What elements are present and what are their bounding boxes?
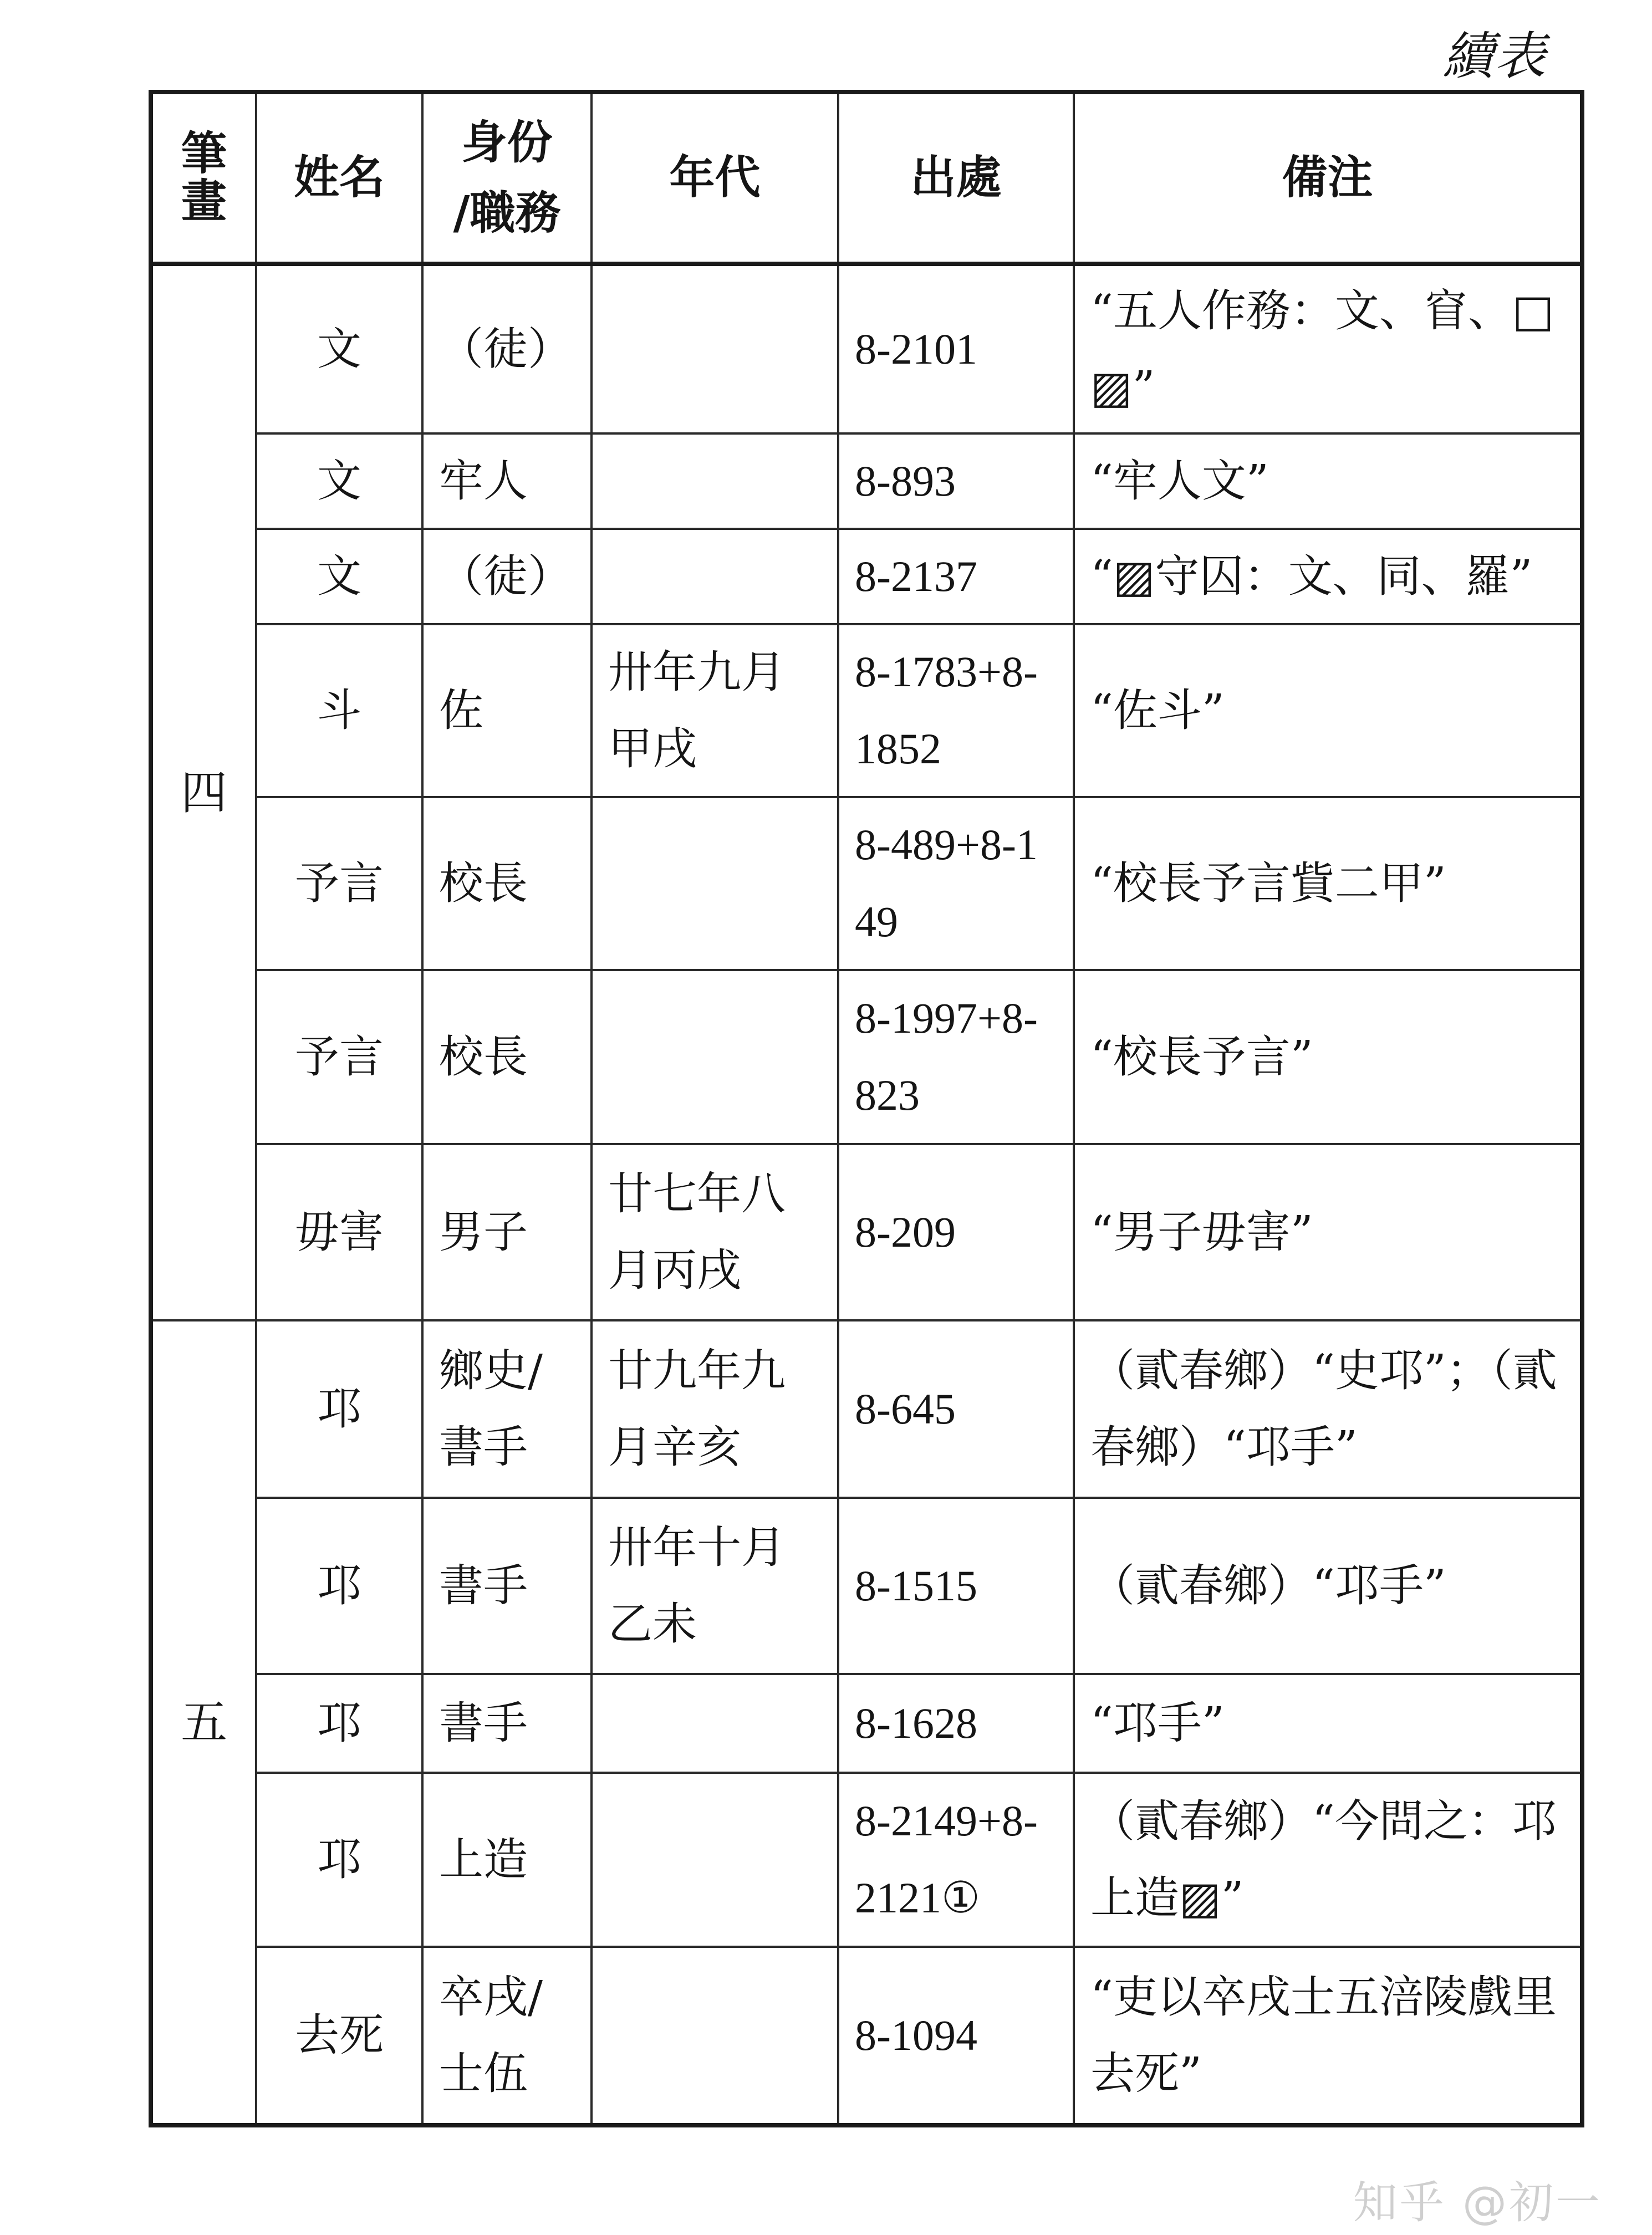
role-cell: 男子 xyxy=(422,1144,592,1320)
table-row xyxy=(151,264,1582,433)
source-cell: 8-1628 xyxy=(838,1674,1074,1773)
source-cell: 8-1094 xyxy=(838,1947,1074,2125)
source-cell: 8-1515 xyxy=(838,1498,1074,1674)
header-date: 年代 xyxy=(592,92,838,264)
role-cell: 校長 xyxy=(422,797,592,970)
name-cell: 去死 xyxy=(256,1947,422,2125)
date-cell xyxy=(592,1947,838,2125)
name-cell: 予言 xyxy=(256,970,422,1144)
table-row xyxy=(151,1674,1582,1773)
role-cell: 牢人 xyxy=(422,433,592,529)
name-cell: 斗 xyxy=(256,624,422,797)
note-cell: “校長予言貲二甲” xyxy=(1074,797,1582,970)
role-cell: 卒戌/士伍 xyxy=(422,1947,592,2125)
source-cell: 8-893 xyxy=(838,433,1074,529)
date-cell xyxy=(592,970,838,1144)
table-body xyxy=(151,264,1582,2125)
table-row xyxy=(151,1498,1582,1674)
source-cell: 8-2137 xyxy=(838,529,1074,624)
date-cell xyxy=(592,264,838,433)
header-source: 出處 xyxy=(838,92,1074,264)
note-cell: “佐斗” xyxy=(1074,624,1582,797)
name-cell: 予言 xyxy=(256,797,422,970)
table-row xyxy=(151,1773,1582,1947)
note-cell: “邛手” xyxy=(1074,1674,1582,1773)
table-row xyxy=(151,1320,1582,1498)
source-cell: 8-645 xyxy=(838,1320,1074,1498)
date-cell xyxy=(592,1674,838,1773)
date-cell xyxy=(592,433,838,529)
note-cell: （貳春鄉）“史邛”；（貳春鄉）“邛手” xyxy=(1074,1320,1582,1498)
note-cell: “牢人文” xyxy=(1074,433,1582,529)
header-note: 備注 xyxy=(1074,92,1582,264)
note-cell: （貳春鄉）“今問之：邛上造▨” xyxy=(1074,1773,1582,1947)
name-cell: 毋害 xyxy=(256,1144,422,1320)
stroke-count-cell: 五 xyxy=(151,1320,256,2125)
header-name: 姓名 xyxy=(256,92,422,264)
name-cell: 邛 xyxy=(256,1773,422,1947)
date-cell: 卅年十月乙未 xyxy=(592,1498,838,1674)
header-role-line-2: /職務 xyxy=(453,187,561,239)
note-cell: “校長予言” xyxy=(1074,970,1582,1144)
table-row xyxy=(151,433,1582,529)
table-header xyxy=(151,92,1582,264)
name-cell: 邛 xyxy=(256,1674,422,1773)
role-cell: （徒） xyxy=(422,264,592,433)
person-record-table xyxy=(149,90,1584,2127)
note-cell: “▨守囚：文、同、羅” xyxy=(1074,529,1582,624)
role-cell: 佐 xyxy=(422,624,592,797)
role-cell: 書手 xyxy=(422,1674,592,1773)
date-cell: 卅年九月甲戌 xyxy=(592,624,838,797)
date-cell: 廿九年九月辛亥 xyxy=(592,1320,838,1498)
table-row xyxy=(151,1947,1582,2125)
table-row xyxy=(151,529,1582,624)
name-cell: 文 xyxy=(256,529,422,624)
source-cell: 8-489+8-149 xyxy=(838,797,1074,970)
role-cell: 書手 xyxy=(422,1498,592,1674)
name-cell: 文 xyxy=(256,264,422,433)
continued-table-label: 續表 xyxy=(1442,27,1547,86)
source-cell: 8-2149+8-2121① xyxy=(838,1773,1074,1947)
date-cell xyxy=(592,529,838,624)
role-cell: （徒） xyxy=(422,529,592,624)
table-row xyxy=(151,970,1582,1144)
stroke-count-cell: 四 xyxy=(151,264,256,1320)
note-cell: “吏以卒戌士五涪陵戲里去死” xyxy=(1074,1947,1582,2125)
header-stroke-line-2: 畫 xyxy=(181,175,227,228)
source-cell: 8-209 xyxy=(838,1144,1074,1320)
header-stroke-line-1: 筆 xyxy=(181,127,227,180)
table-row xyxy=(151,1144,1582,1320)
role-cell: 校長 xyxy=(422,970,592,1144)
source-cell: 8-1997+8-823 xyxy=(838,970,1074,1144)
note-cell: （貳春鄉）“邛手” xyxy=(1074,1498,1582,1674)
table-row xyxy=(151,797,1582,970)
header-role xyxy=(422,92,592,264)
header-stroke-count xyxy=(151,92,256,264)
header-role-line-1: 身份 xyxy=(461,116,553,169)
note-cell: “五人作務：文、窅、□▨” xyxy=(1074,264,1582,433)
header-row xyxy=(151,92,1582,264)
date-cell xyxy=(592,1773,838,1947)
name-cell: 邛 xyxy=(256,1320,422,1498)
name-cell: 文 xyxy=(256,433,422,529)
role-cell: 鄉史/書手 xyxy=(422,1320,592,1498)
name-cell: 邛 xyxy=(256,1498,422,1674)
date-cell: 廿七年八月丙戌 xyxy=(592,1144,838,1320)
role-cell: 上造 xyxy=(422,1773,592,1947)
source-cell: 8-2101 xyxy=(838,264,1074,433)
note-cell: “男子毋害” xyxy=(1074,1144,1582,1320)
source-cell: 8-1783+8-1852 xyxy=(838,624,1074,797)
zhihu-watermark: 知乎 @初一 xyxy=(1353,2177,1602,2228)
table-row xyxy=(151,624,1582,797)
date-cell xyxy=(592,797,838,970)
